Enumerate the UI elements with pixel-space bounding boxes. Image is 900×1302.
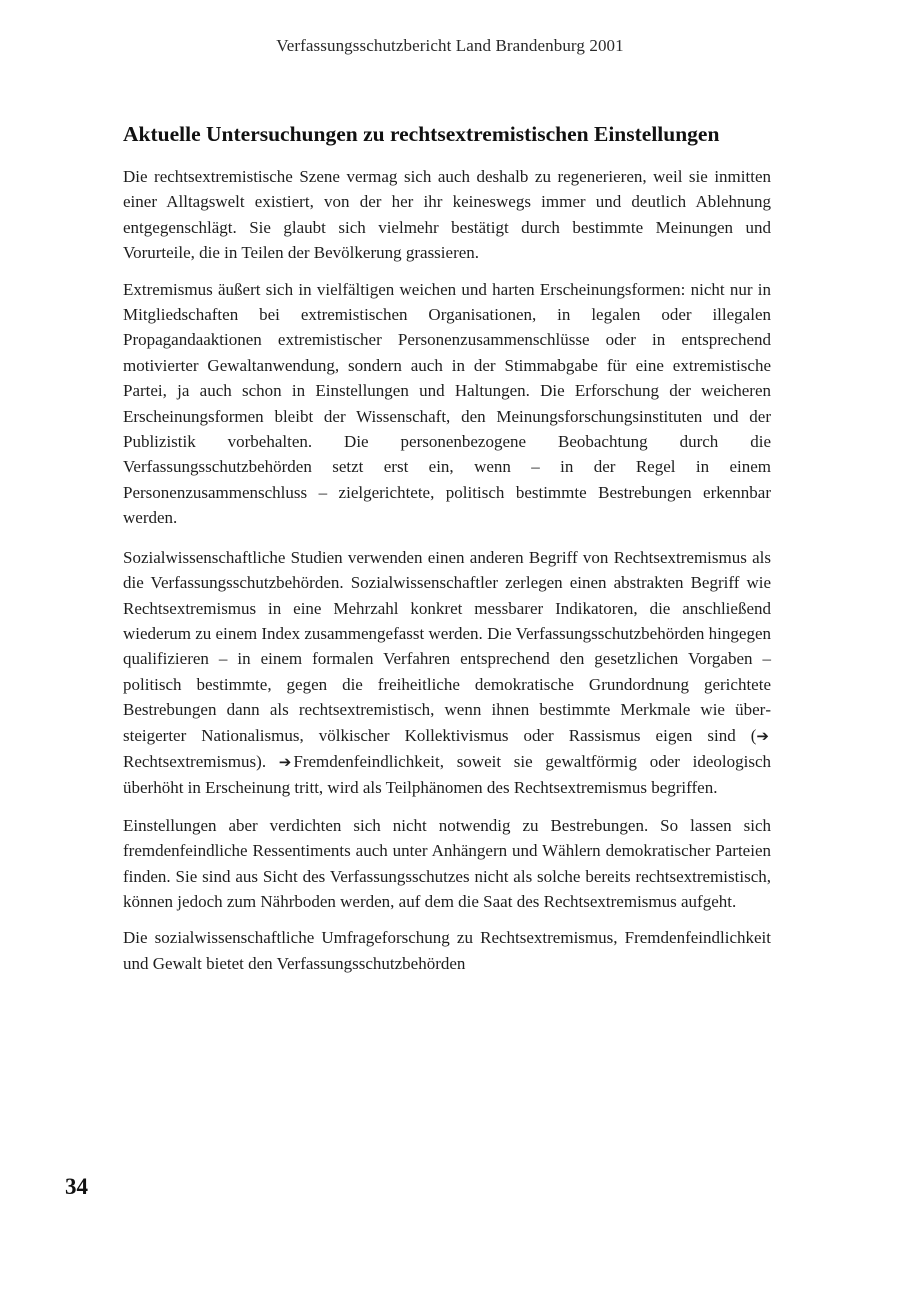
paragraph-3-text-c: , soweit sie gewaltförmig oder ideologisch überhöht in Erscheinung tritt, wird als Teilphänomen des Rechtsextremismus begriffen. [123,751,771,798]
paragraph-4: Einstellungen aber verdichten sich nicht notwendig zu Bestrebungen. So lassen sich fremdenfeindliche Ressentiments auch unter Anhängern und Wählern demokratischer Parteien finden. Sie sind aus Sicht des Verfassungsschutzes nicht als solche bereits rechtsextremistisch, können jedoch zum Nährboden werden, auf dem die Saat des Rechtsextremismus aufgeht. [123,815,771,911]
cross-reference-fremdenfeindlichkeit[interactable]: Fremdenfeindlichkeit [293,751,440,771]
paragraph-3-text-a: Sozialwissenschaftliche Studien verwenden einen anderen Begriff von Rechtsextremismus als die Verfassungsschutzbehörden. Sozialwissenschaftler zerlegen einen abstrakten Begriff wie Rechtsextremismus in eine Mehrzahl konkret messbarer Indikatoren, die anschließend wiederum zu einem Index zusammengefasst werden. Die Verfassungsschutzbehörden hingegen qualifizieren – in einem formalen Verfahren entsprechend den gesetzlichen Vorgaben – politisch bestimmte, gegen die freiheitliche demokratische Grundordnung gerichtete Bestrebungen dann als rechtsextremistisch, wenn ihnen bestimmte Merkmale wie übersteigerter Nationalismus, völkischer Kollektivismus oder Rassismus eigen sind ( [123,547,771,745]
page-body [123,120,771,987]
right-arrow-icon: ➔ [278,752,292,771]
cross-reference-rechtsextremismus[interactable]: Rechtsextremismus [123,751,257,771]
paragraph-3 [123,545,771,801]
paragraph-1: Die rechtsextremistische Szene vermag sich auch deshalb zu regenerieren, weil sie inmitten einer Alltagswelt existiert, von der her ihr keineswegs immer und deutlich Ablehnung entgegenschlägt. Sie glaubt sich vielmehr bestätigt durch bestimmte Meinungen und Vorurteile, die in Teilen der Bevölkerung grassieren. [123,167,771,263]
right-arrow-icon: ➔ [756,726,769,745]
paragraph-2: Extremismus äußert sich in vielfältigen weichen und harten Erscheinungsformen: nicht nur in Mitgliedschaften bei extremistischen Organisationen, in legalen oder illegalen Propagandaaktionen extremistischer Personenzusammenschlüsse oder in entsprechend motivierter Gewaltanwendung, sondern auch in der Stimmabgabe für eine extremistische Partei, ja auch schon in Einstellungen und Haltungen. Die Erforschung der weicheren Erscheinungsformen bleibt der Wissenschaft, den Meinungsforschungsinstituten und der Publizistik vorbehalten. Die personenbezogene Beobachtung durch die Verfassungsschutzbehörden setzt erst ein, wenn – in der Regel in einem Personenzusammenschluss – zielgerichtete, politisch bestimmte Bestrebungen erkennbar werden. [123,279,771,528]
running-header: Verfassungsschutzbericht Land Brandenburg 2001 [276,36,624,55]
page-number: 34 [65,1174,88,1199]
section-heading: Aktuelle Untersuchungen zu rechtsextremistischen Einstellungen [123,122,720,146]
paragraph-3-text-b: ). [256,751,279,771]
paragraph-5: Die sozialwissenschaftliche Umfrageforschung zu Rechtsextremismus, Fremdenfeindlichkeit und Gewalt bietet den Verfassungsschutzbehörden [123,928,771,973]
